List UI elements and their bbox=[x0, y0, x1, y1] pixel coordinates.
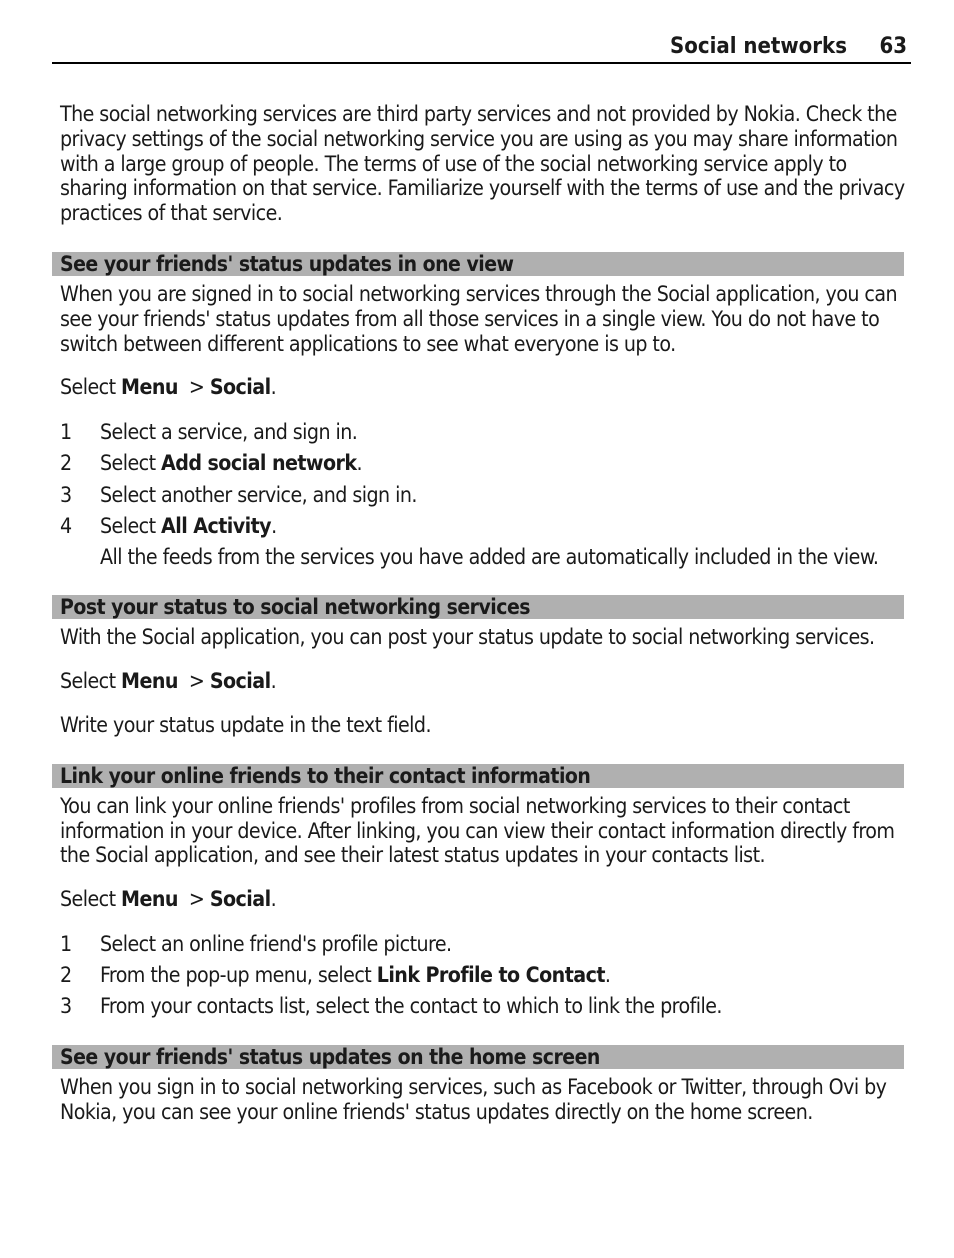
select-prefix: Select bbox=[60, 668, 122, 694]
list-item bbox=[60, 420, 908, 445]
list-item bbox=[60, 451, 908, 476]
step-suffix: . bbox=[271, 512, 277, 538]
steps-list bbox=[60, 420, 908, 538]
social-label: Social bbox=[209, 886, 271, 912]
list-item bbox=[60, 514, 908, 539]
path-separator: > bbox=[177, 886, 210, 912]
step-number: 2 bbox=[60, 450, 72, 476]
step-bold-text: Add social network bbox=[161, 450, 357, 476]
select-suffix: . bbox=[270, 886, 277, 912]
step-bold-text: Link Profile to Contact bbox=[376, 962, 605, 988]
page-content bbox=[60, 102, 908, 1125]
step-number: 3 bbox=[60, 993, 72, 1019]
steps-list bbox=[60, 932, 908, 1019]
step-text: Select bbox=[100, 512, 162, 538]
section-after-text: Write your status update in the text field. bbox=[60, 711, 431, 737]
section-body: When you are signed in to social networking services through the Social application, you can see your friends' status updates from all those services in a single view. You do not have to switch between different applications to see what everyone is up to. bbox=[60, 280, 897, 356]
step-text: Select another service, and sign in. bbox=[100, 481, 417, 507]
path-separator: > bbox=[177, 374, 210, 400]
social-label: Social bbox=[209, 668, 271, 694]
select-instruction bbox=[60, 669, 908, 694]
step-text: From the pop-up menu, select bbox=[100, 962, 377, 988]
list-item bbox=[60, 483, 908, 508]
step-suffix: . bbox=[604, 962, 611, 988]
section-heading: See your friends' status updates in one view bbox=[52, 252, 904, 276]
select-instruction bbox=[60, 375, 908, 400]
list-item bbox=[60, 932, 908, 957]
step-number: 1 bbox=[60, 930, 72, 956]
path-separator: > bbox=[177, 668, 210, 694]
list-item bbox=[60, 994, 908, 1019]
social-label: Social bbox=[209, 374, 271, 400]
step-suffix: . bbox=[356, 450, 363, 476]
step-number: 2 bbox=[60, 962, 72, 988]
step-number: 1 bbox=[60, 419, 72, 445]
step-bold-text: All Activity bbox=[161, 512, 272, 538]
select-suffix: . bbox=[270, 374, 277, 400]
section-body: With the Social application, you can post your status update to social networking services. bbox=[60, 624, 875, 650]
select-suffix: . bbox=[270, 668, 277, 694]
section-body: When you sign in to social networking services, such as Facebook or Twitter, through Ovi by Nokia, you can see your online friends' status updates directly on the home screen. bbox=[60, 1074, 887, 1124]
section-body: You can link your online friends' profiles from social networking services to their contact information in your device. After linking, you can view their contact information directly from the Social application, and see their latest status updates in your contacts list. bbox=[60, 792, 895, 868]
step-text: Select an online friend's profile picture. bbox=[100, 930, 452, 956]
select-prefix: Select bbox=[60, 886, 122, 912]
menu-label: Menu bbox=[121, 886, 178, 912]
section-heading: Post your status to social networking services bbox=[52, 595, 904, 619]
step-note: All the feeds from the services you have added are automatically included in the view. bbox=[100, 543, 879, 569]
step-text: From your contacts list, select the contact to which to link the profile. bbox=[100, 993, 722, 1019]
intro-paragraph: The social networking services are third party services and not provided by Nokia. Check the privacy settings of the social networking service you are using as you may share information with a large group of people. The terms of use of the social networking service apply to sharing information on that service. Familiarize yourself with the terms of use and the privacy practices of that service. bbox=[60, 101, 905, 226]
chapter-title: Social networks bbox=[670, 34, 847, 59]
menu-label: Menu bbox=[121, 668, 178, 694]
step-text: Select bbox=[100, 450, 162, 476]
select-prefix: Select bbox=[60, 374, 122, 400]
page-number: 63 bbox=[879, 34, 907, 59]
running-header bbox=[52, 34, 911, 64]
step-number: 4 bbox=[60, 512, 72, 538]
section-heading: Link your online friends to their contact information bbox=[52, 764, 904, 788]
step-number: 3 bbox=[60, 481, 72, 507]
section-heading: See your friends' status updates on the home screen bbox=[52, 1045, 904, 1069]
list-item bbox=[60, 963, 908, 988]
select-instruction bbox=[60, 887, 908, 912]
step-text: Select a service, and sign in. bbox=[100, 419, 358, 445]
menu-label: Menu bbox=[121, 374, 178, 400]
